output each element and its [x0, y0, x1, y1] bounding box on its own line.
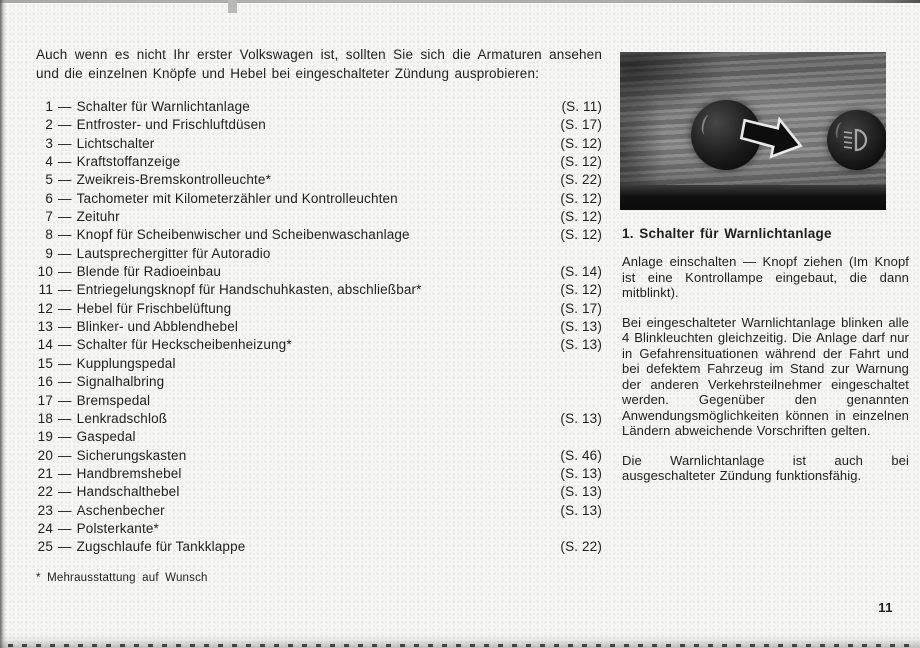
section-warnlichtanlage [622, 226, 909, 498]
item-label: Kupplungspedal [76, 355, 176, 371]
item-page-ref: (S. 17) [560, 117, 602, 133]
item-number: 25 [37, 539, 53, 555]
section-paragraph: Die Warnlichtanlage ist auch bei ausgeschalteter Zündung funktionsfähig. [622, 452, 909, 483]
item-dash: — [58, 520, 72, 536]
item-page-ref: (S. 12) [560, 209, 602, 225]
section-heading: 1. Schalter für Warnlichtanlage [622, 226, 832, 241]
list-item [36, 539, 602, 557]
list-item [36, 429, 602, 447]
list-item [36, 466, 602, 484]
item-dash: — [58, 300, 72, 316]
controls-list [36, 99, 602, 558]
item-label: Zeituhr [76, 209, 120, 225]
list-item [36, 448, 602, 466]
item-page-ref: (S. 12) [560, 227, 602, 243]
list-item [36, 246, 602, 264]
item-label: Knopf für Scheibenwischer und Scheibenwaschanlage [76, 227, 410, 243]
item-dash: — [58, 99, 72, 114]
item-number: 19 [37, 429, 53, 445]
item-page-ref: (S. 11) [561, 99, 602, 114]
list-item [36, 227, 602, 245]
list-item [36, 374, 602, 392]
item-dash: — [58, 190, 72, 206]
item-page-ref: (S. 13) [560, 337, 602, 353]
scan-artifact [228, 0, 237, 13]
item-number: 24 [37, 520, 53, 536]
list-item [36, 301, 602, 319]
list-item [36, 356, 602, 374]
item-dash: — [58, 502, 72, 518]
item-number: 2 [45, 117, 53, 133]
item-page-ref: (S. 14) [560, 264, 602, 280]
list-item [36, 484, 602, 502]
item-label: Schalter für Heckscheibenheizung* [76, 337, 292, 353]
item-dash: — [58, 117, 72, 133]
item-number: 3 [45, 135, 53, 151]
page-number: 11 [878, 600, 893, 615]
item-number: 16 [37, 374, 53, 390]
section-paragraph: Bei eingeschalteter Warnlichtanlage blinken alle 4 Blinkleuchten gleichzeitig. Die Anlage darf nur in Gefahrensituationen während der Fahrt und bei defektem Fahrzeug im Stand zur Warnung der anderen Verkehrsteilnehmer eingeschaltet werden. Gegenüber den genannten Anwendungsmöglichkeiten können in einzelnen Ländern abweichende Vorschriften gelten. [622, 314, 909, 438]
item-label: Signalhalbring [76, 374, 165, 390]
item-label: Schalter für Warnlichtanlage [76, 99, 250, 114]
item-label: Blinker- und Abblendhebel [76, 319, 239, 335]
item-label: Zweikreis-Bremskontrolleuchte* [76, 172, 271, 188]
item-label: Handbremshebel [76, 465, 182, 481]
item-label: Entriegelungsknopf für Handschuhkasten, abschließbar* [76, 282, 422, 298]
item-page-ref: (S. 13) [560, 484, 602, 500]
item-label: Gaspedal [76, 429, 136, 445]
item-dash: — [58, 447, 72, 463]
item-page-ref: (S. 13) [560, 319, 602, 335]
item-dash: — [58, 209, 72, 225]
item-number: 22 [37, 484, 53, 500]
item-label: Sicherungskasten [76, 447, 187, 463]
item-page-ref: (S. 12) [560, 135, 602, 151]
item-number: 6 [45, 190, 53, 206]
item-label: Zugschlaufe für Tankklappe [76, 539, 246, 555]
item-number: 17 [37, 392, 53, 408]
scan-edge-top [0, 0, 920, 3]
item-dash: — [58, 319, 72, 335]
item-number: 8 [45, 227, 53, 243]
list-item [36, 337, 602, 355]
item-page-ref: (S. 13) [560, 410, 602, 426]
item-page-ref: (S. 46) [560, 447, 602, 463]
list-item [36, 264, 602, 282]
intro-paragraph: Auch wenn es nicht Ihr erster Volkswagen ist, sollten Sie sich die Armaturen ansehen und die einzelnen Knöpfe und Hebel bei eingeschalteter Zündung ausprobieren: [36, 47, 602, 81]
light-switch-knob [827, 110, 886, 170]
item-dash: — [58, 465, 72, 481]
list-item [36, 117, 602, 135]
list-item [36, 503, 602, 521]
item-number: 10 [37, 264, 53, 280]
item-number: 7 [45, 209, 53, 225]
item-number: 20 [37, 447, 53, 463]
item-label: Entfroster- und Frischluftdüsen [76, 117, 266, 133]
list-item [36, 411, 602, 429]
item-label: Polsterkante* [76, 520, 159, 536]
item-number: 12 [37, 300, 53, 316]
item-label: Bremspedal [76, 392, 151, 408]
list-item [36, 154, 602, 172]
dashboard-photo [620, 52, 886, 210]
item-dash: — [58, 154, 72, 170]
item-number: 11 [38, 282, 53, 298]
item-number: 5 [45, 172, 53, 188]
item-label: Hebel für Frischbelüftung [76, 300, 232, 316]
list-item [36, 172, 602, 190]
list-item [36, 282, 602, 300]
section-paragraph: Anlage einschalten — Knopf ziehen (Im Knopf ist eine Kontrollampe eingebaut, die dann mitblinkt). [622, 254, 909, 300]
item-label: Handschalthebel [76, 484, 180, 500]
list-item [36, 99, 602, 117]
item-page-ref: (S. 22) [560, 172, 602, 188]
item-number: 23 [37, 502, 53, 518]
item-page-ref: (S. 22) [560, 539, 602, 555]
item-number: 21 [37, 465, 53, 481]
list-item [36, 191, 602, 209]
item-label: Lichtschalter [76, 135, 155, 151]
item-dash: — [58, 172, 72, 188]
item-page-ref: (S. 13) [560, 502, 602, 518]
item-label: Aschenbecher [76, 502, 165, 518]
item-number: 4 [45, 154, 53, 170]
item-label: Lenkradschloß [76, 410, 168, 426]
headlight-icon [840, 127, 874, 153]
dashboard-lower-edge [620, 185, 886, 210]
footnote: * Mehrausstattung auf Wunsch [36, 572, 208, 584]
item-dash: — [58, 539, 72, 555]
item-number: 15 [37, 355, 53, 371]
item-label: Kraftstoffanzeige [76, 154, 181, 170]
item-dash: — [58, 392, 72, 408]
item-page-ref: (S. 17) [560, 300, 602, 316]
scan-edge-left [0, 0, 6, 648]
list-item [36, 209, 602, 227]
item-dash: — [58, 227, 72, 243]
item-dash: — [58, 355, 72, 371]
item-label: Lautsprechergitter für Autoradio [76, 245, 271, 261]
list-item [36, 319, 602, 337]
item-page-ref: (S. 12) [560, 154, 602, 170]
item-number: 9 [45, 245, 53, 261]
list-item [36, 521, 602, 539]
item-dash: — [58, 135, 72, 151]
item-number: 18 [37, 410, 53, 426]
list-item [36, 136, 602, 154]
item-dash: — [58, 264, 72, 280]
list-item [36, 393, 602, 411]
item-dash: — [58, 282, 72, 298]
item-dash: — [58, 374, 72, 390]
item-label: Tachometer mit Kilometerzähler und Kontrolleuchten [76, 190, 398, 206]
item-dash: — [58, 484, 72, 500]
item-page-ref: (S. 13) [560, 465, 602, 481]
item-label: Blende für Radioeinbau [76, 264, 222, 280]
item-dash: — [58, 410, 72, 426]
item-number: 14 [37, 337, 53, 353]
item-number: 13 [37, 319, 53, 335]
item-dash: — [58, 245, 72, 261]
item-dash: — [58, 337, 72, 353]
item-dash: — [58, 429, 72, 445]
item-number: 1 [45, 99, 53, 114]
scan-edge-bottom-line [8, 644, 914, 647]
item-page-ref: (S. 12) [560, 282, 602, 298]
item-page-ref: (S. 12) [560, 190, 602, 206]
